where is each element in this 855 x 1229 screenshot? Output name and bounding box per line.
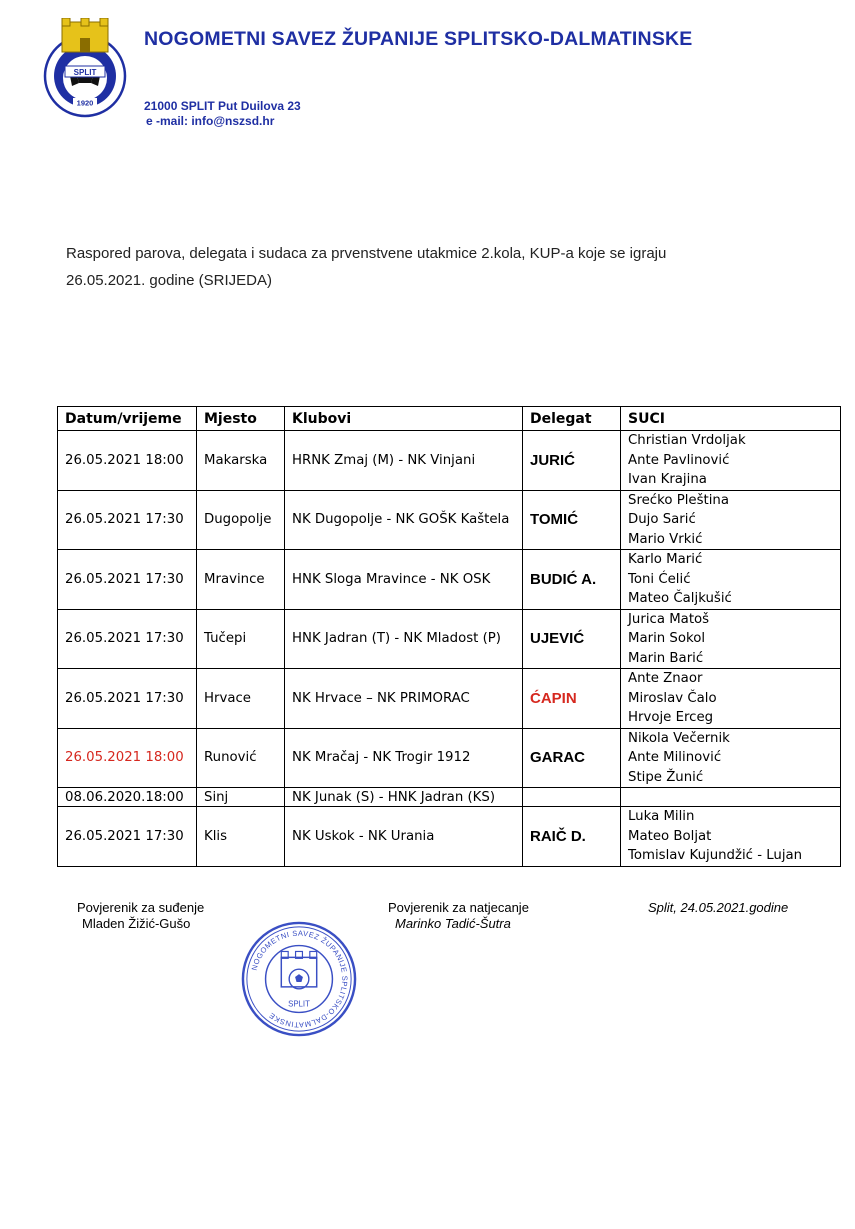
place-and-date: Split, 24.05.2021.godine [648, 900, 789, 915]
referee-name: Ante Milinović [628, 750, 722, 765]
referee-name: Ante Pavlinović [628, 452, 730, 468]
cell-clubs: HNK Sloga Mravince - NK OSK [285, 550, 523, 610]
cell-datetime: 26.05.2021 17:30 [58, 669, 197, 729]
referee-name: Luka Milin [628, 809, 695, 824]
cell-delegate: ĆAPIN [523, 669, 621, 729]
cell-datetime: 08.06.2020.18:00 [58, 788, 197, 807]
header-datetime: Datum/vrijeme [58, 407, 197, 431]
schedule-table [57, 406, 841, 867]
cell-delegate [523, 788, 621, 807]
header-delegate: Delegat [523, 407, 621, 431]
cell-place: Hrvace [197, 669, 285, 729]
referee-name: Srećko Pleština [628, 492, 729, 508]
referee-name: Karlo Marić [628, 552, 703, 567]
referee-name: Dujo Sarić [628, 512, 696, 527]
cell-referees [621, 669, 841, 729]
referee-name: Tomislav Kujundžić - Lujan [628, 848, 803, 863]
referee-name: Jurica Matoš [628, 611, 710, 627]
logo-ribbon-text: SPLIT [73, 68, 97, 77]
cell-clubs: HRNK Zmaj (M) - NK Vinjani [285, 431, 523, 491]
intro-line-2: 26.05.2021. godine (SRIJEDA) [66, 272, 272, 289]
table-row [58, 609, 841, 669]
cell-clubs: NK Hrvace – NK PRIMORAC [285, 669, 523, 729]
referee-name: Mario Vrkić [628, 531, 703, 547]
organization-email: e -mail: info@nszsd.hr [146, 114, 275, 128]
table-row [58, 807, 841, 867]
referee-name: Ivan Krajina [628, 472, 707, 487]
referee-name: Marin Barić [628, 650, 704, 666]
referee-name: Ante Znaor [628, 671, 703, 686]
cell-clubs: NK Dugopolje - NK GOŠK Kaštela [285, 490, 523, 550]
referee-name: Marin Sokol [628, 631, 706, 646]
table-row [58, 728, 841, 788]
organization-title: NOGOMETNI SAVEZ ŽUPANIJE SPLITSKO-DALMATINSKE [144, 28, 693, 50]
table-header-row [58, 407, 841, 431]
cell-datetime: 26.05.2021 17:30 [58, 550, 197, 610]
referee-name: Mateo Boljat [628, 828, 712, 844]
cell-delegate: JURIĆ [523, 431, 621, 491]
header-place: Mjesto [197, 407, 285, 431]
stamp-city: SPLIT [288, 999, 310, 1009]
referee-name: Mateo Čaljkušić [628, 591, 732, 606]
cell-referees [621, 788, 841, 807]
cell-place: Makarska [197, 431, 285, 491]
cell-delegate: TOMIĆ [523, 490, 621, 550]
cell-place: Sinj [197, 788, 285, 807]
intro-text [66, 240, 786, 294]
cell-datetime: 26.05.2021 17:30 [58, 609, 197, 669]
competition-commissioner-name: Marinko Tadić-Šutra [395, 916, 511, 931]
cell-clubs: NK Mračaj - NK Trogir 1912 [285, 728, 523, 788]
cell-delegate: GARAC [523, 728, 621, 788]
cell-place: Dugopolje [197, 490, 285, 550]
cell-referees [621, 807, 841, 867]
cell-delegate: BUDIĆ A. [523, 550, 621, 610]
referee-name: Nikola Večernik [628, 730, 730, 746]
cell-place: Runović [197, 728, 285, 788]
table-row [58, 788, 841, 807]
referee-name: Hrvoje Erceg [628, 710, 714, 725]
header-referees: SUCI [621, 407, 841, 431]
stamp-text: NOGOMETNI SAVEZ ŽUPANIJE SPLITSKO-DALMATINSKE [249, 928, 350, 1030]
cell-referees [621, 550, 841, 610]
cell-delegate: RAIČ D. [523, 807, 621, 867]
logo-year-text: 1920 [76, 98, 94, 108]
cell-place: Klis [197, 807, 285, 867]
cell-datetime: 26.05.2021 18:00 [58, 728, 197, 788]
referee-name: Miroslav Čalo [628, 690, 717, 706]
cell-clubs: NK Junak (S) - HNK Jadran (KS) [285, 788, 523, 807]
referee-commissioner-name: Mladen Žižić-Gušo [82, 916, 191, 931]
federation-logo-icon [40, 18, 130, 118]
cell-referees [621, 728, 841, 788]
referee-name: Christian Vrdoljak [628, 433, 746, 448]
cell-datetime: 26.05.2021 17:30 [58, 490, 197, 550]
cell-referees [621, 490, 841, 550]
header-clubs: Klubovi [285, 407, 523, 431]
referee-commissioner-title: Povjerenik za suđenje [77, 900, 205, 915]
official-stamp-icon [240, 920, 358, 1038]
table-row [58, 431, 841, 491]
cell-datetime: 26.05.2021 18:00 [58, 431, 197, 491]
cell-place: Tučepi [197, 609, 285, 669]
cell-referees [621, 431, 841, 491]
cell-datetime: 26.05.2021 17:30 [58, 807, 197, 867]
cell-clubs: NK Uskok - NK Urania [285, 807, 523, 867]
cell-referees [621, 609, 841, 669]
table-row [58, 550, 841, 610]
referee-name: Toni Ćelić [628, 571, 691, 587]
competition-commissioner-title: Povjerenik za natjecanje [388, 900, 529, 915]
referee-name: Stipe Žunić [628, 769, 704, 785]
table-row [58, 490, 841, 550]
intro-line-1: Raspored parova, delegata i sudaca za prvenstvene utakmice 2.kola, KUP-a koje se igraju [66, 245, 667, 262]
cell-delegate: UJEVIĆ [523, 609, 621, 669]
table-row [58, 669, 841, 729]
cell-place: Mravince [197, 550, 285, 610]
organization-address: 21000 SPLIT Put Duilova 23 [144, 99, 301, 113]
cell-clubs: HNK Jadran (T) - NK Mladost (P) [285, 609, 523, 669]
